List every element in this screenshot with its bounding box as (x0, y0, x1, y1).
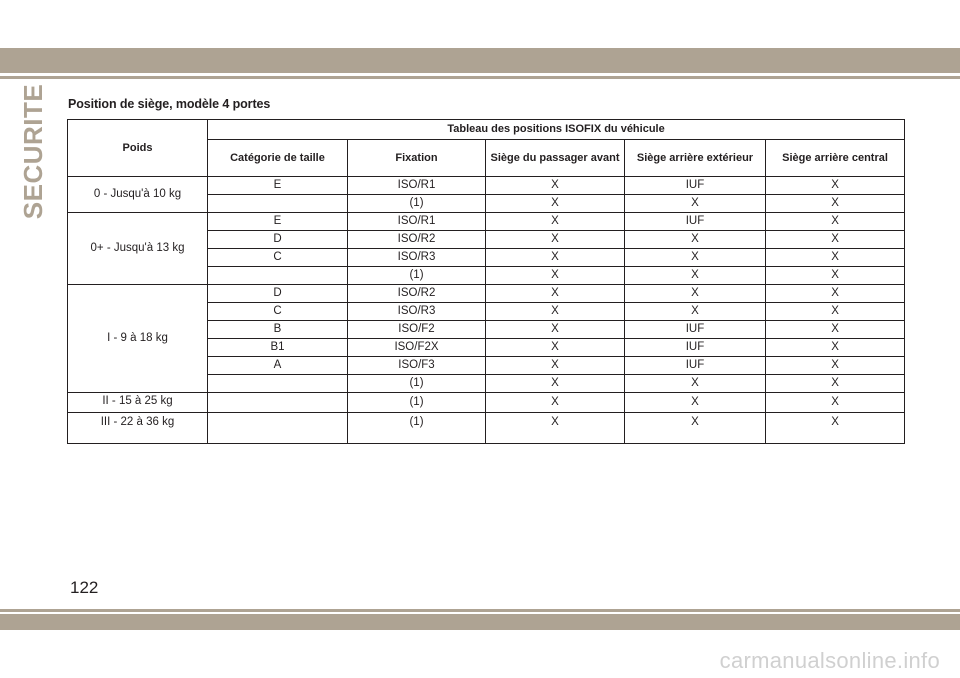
table-row (68, 177, 905, 195)
table-cell (208, 413, 348, 444)
table-cell: X (766, 339, 905, 357)
table-row (68, 285, 905, 303)
table-cell: X (486, 321, 625, 339)
table-cell: X (625, 413, 766, 444)
table-cell: ISO/F3 (348, 357, 486, 375)
table-cell: IUF (625, 321, 766, 339)
table-cell: X (766, 249, 905, 267)
column-header: Catégorie de taille (208, 140, 348, 177)
table-cell: IUF (625, 339, 766, 357)
table-cell: (1) (348, 267, 486, 285)
table-cell (208, 195, 348, 213)
table-cell: X (766, 357, 905, 375)
table-cell: X (486, 177, 625, 195)
table-cell: ISO/F2X (348, 339, 486, 357)
table-cell: X (625, 249, 766, 267)
table-cell: ISO/R1 (348, 177, 486, 195)
table-cell: B (208, 321, 348, 339)
table-cell: ISO/R1 (348, 213, 486, 231)
table-cell: X (766, 413, 905, 444)
column-header: Siège du passager avant (486, 140, 625, 177)
table-cell: X (486, 339, 625, 357)
bottom-footer-rule (0, 609, 960, 612)
table-cell: X (625, 393, 766, 413)
group-header: Tableau des positions ISOFIX du véhicule (208, 120, 905, 140)
section-tab (14, 83, 54, 219)
table-cell: X (486, 413, 625, 444)
table-cell: X (766, 393, 905, 413)
weight-cell: III - 22 à 36 kg (68, 413, 208, 444)
table-cell: B1 (208, 339, 348, 357)
table-cell: X (625, 267, 766, 285)
isofix-table (67, 119, 905, 444)
table-cell: X (766, 321, 905, 339)
table-cell: X (625, 303, 766, 321)
weight-cell: I - 9 à 18 kg (68, 285, 208, 393)
weight-cell: 0+ - Jusqu'à 13 kg (68, 213, 208, 285)
table-row (68, 413, 905, 444)
weight-header: Poids (68, 120, 208, 177)
watermark: carmanualsonline.info (719, 648, 940, 673)
section-tab-label: SECURITE (18, 83, 49, 219)
table-cell: X (486, 231, 625, 249)
table-cell: X (766, 285, 905, 303)
table-cell: X (486, 303, 625, 321)
table-cell: ISO/R3 (348, 249, 486, 267)
bottom-footer-band (0, 614, 960, 630)
column-header: Siège arrière extérieur (625, 140, 766, 177)
column-header: Siège arrière central (766, 140, 905, 177)
table-cell: X (625, 231, 766, 249)
table-cell: (1) (348, 195, 486, 213)
table-cell: ISO/R3 (348, 303, 486, 321)
table-cell: A (208, 357, 348, 375)
table-cell (208, 393, 348, 413)
table-cell: X (486, 285, 625, 303)
table-cell: X (486, 267, 625, 285)
page-number: 122 (70, 578, 99, 597)
table-cell: X (766, 231, 905, 249)
table-cell (208, 267, 348, 285)
section-heading: Position de siège, modèle 4 portes (68, 97, 271, 111)
table-cell: C (208, 303, 348, 321)
table-cell: X (766, 195, 905, 213)
table-cell: X (766, 213, 905, 231)
weight-cell: 0 - Jusqu'à 10 kg (68, 177, 208, 213)
table-cell: (1) (348, 413, 486, 444)
table-cell: D (208, 285, 348, 303)
table-cell: X (486, 393, 625, 413)
table-cell: X (766, 375, 905, 393)
table-cell: X (625, 375, 766, 393)
table-cell: X (625, 285, 766, 303)
table-cell: X (486, 249, 625, 267)
table-cell: X (766, 303, 905, 321)
column-header: Fixation (348, 140, 486, 177)
table-cell: IUF (625, 213, 766, 231)
table-cell: (1) (348, 375, 486, 393)
table-cell: C (208, 249, 348, 267)
table-cell: X (625, 195, 766, 213)
table-cell: IUF (625, 177, 766, 195)
table-cell: D (208, 231, 348, 249)
table-cell: X (486, 375, 625, 393)
table-cell: X (486, 213, 625, 231)
table-row (68, 213, 905, 231)
table-cell: (1) (348, 393, 486, 413)
table-cell: ISO/F2 (348, 321, 486, 339)
table-cell: E (208, 177, 348, 195)
table-cell: X (486, 195, 625, 213)
table-cell: X (766, 177, 905, 195)
table-row (68, 393, 905, 413)
weight-cell: II - 15 à 25 kg (68, 393, 208, 413)
table-cell: ISO/R2 (348, 285, 486, 303)
top-header-rule (0, 76, 960, 79)
table-cell: X (766, 267, 905, 285)
table-cell: X (486, 357, 625, 375)
table-cell: E (208, 213, 348, 231)
table-cell: ISO/R2 (348, 231, 486, 249)
table-cell: IUF (625, 357, 766, 375)
top-header-band (0, 48, 960, 73)
table-cell (208, 375, 348, 393)
